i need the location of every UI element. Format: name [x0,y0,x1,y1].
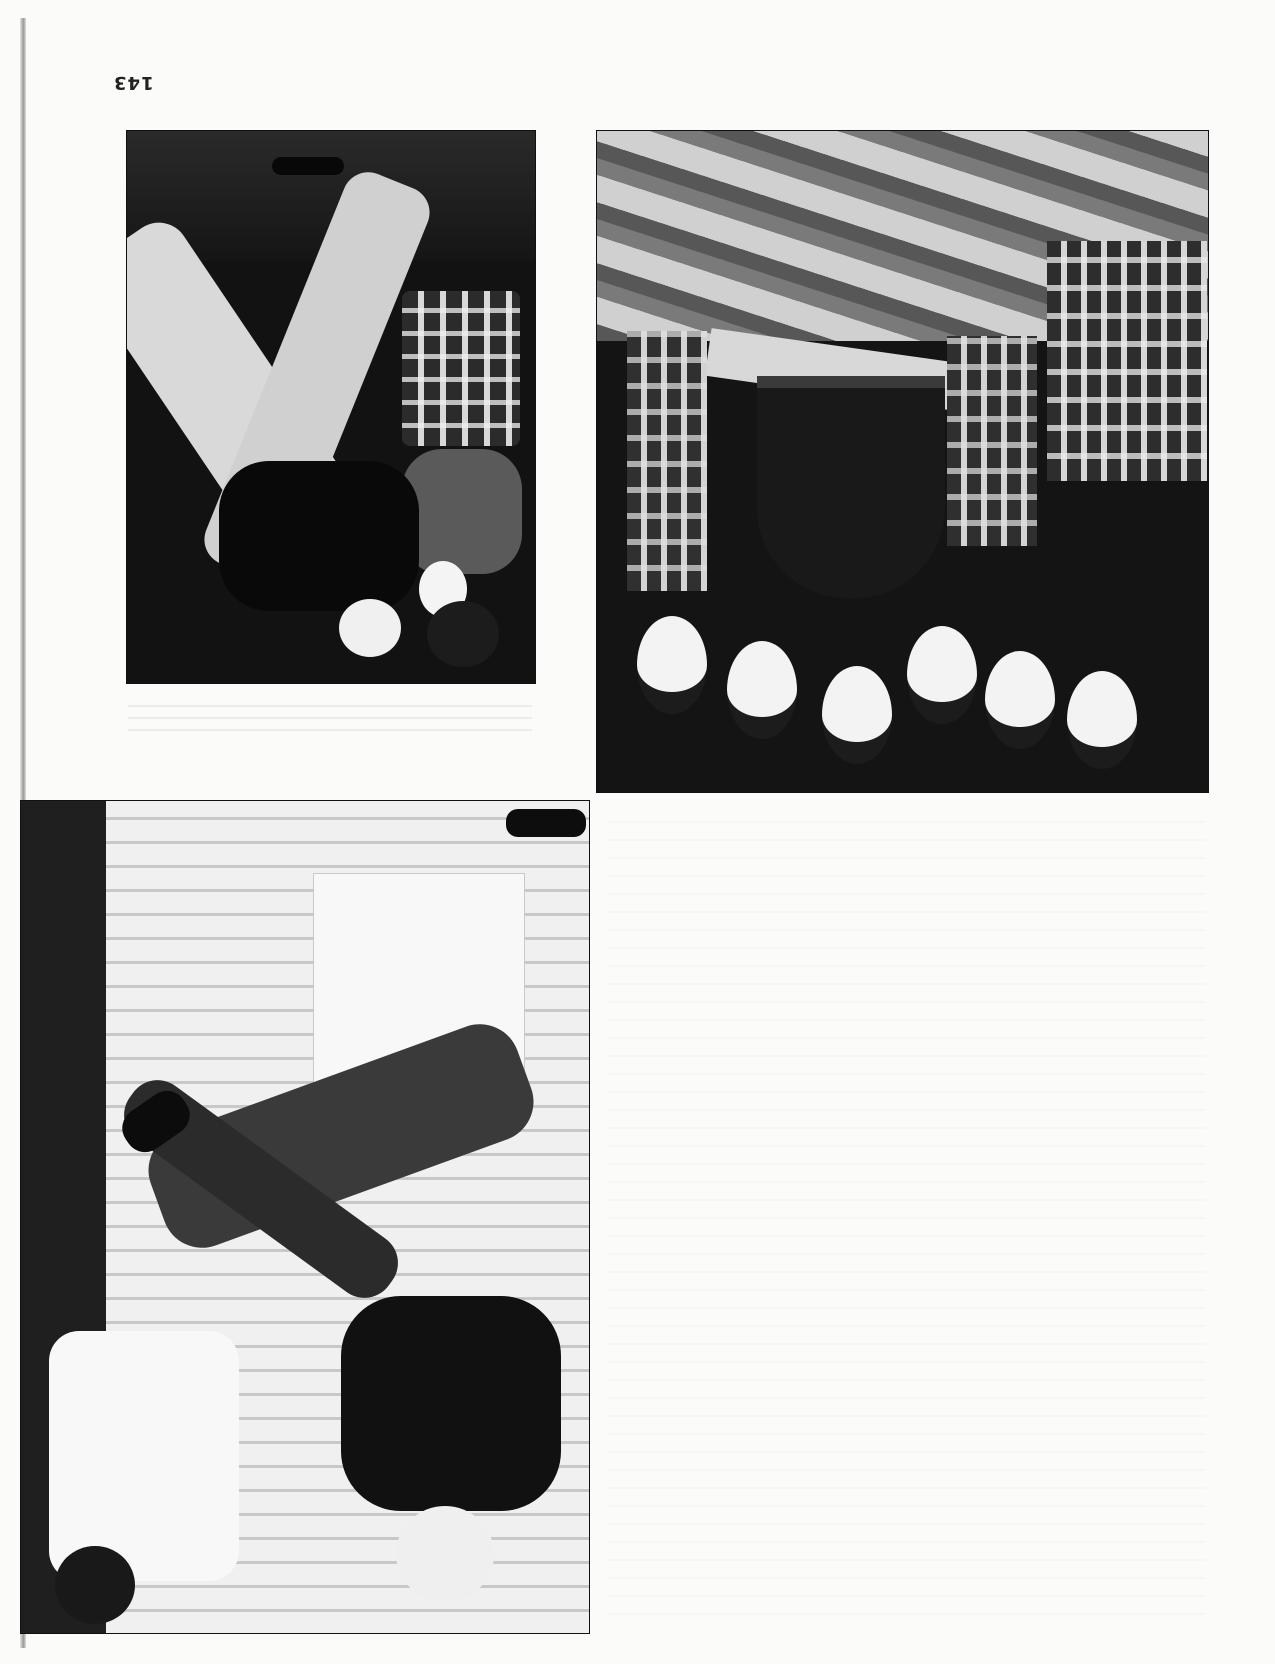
face [339,599,401,657]
blouse [402,449,522,574]
person-head [985,651,1055,749]
couple-by-brick-wall-photo [20,800,590,1634]
cauldron [757,376,945,598]
group-heads [637,586,1137,776]
person-head [822,666,892,764]
dark-hair [55,1546,135,1624]
person-head [637,616,707,714]
plaid-clothing [947,336,1037,546]
white-shirt [49,1331,239,1581]
group-with-cauldron-photo [596,130,1209,793]
face [396,1506,494,1602]
page-number: 143 [113,72,154,93]
shoe [272,157,344,175]
shoe [506,809,586,837]
person-head [907,626,977,724]
faded-text-block [608,805,1206,1625]
person-head [727,641,797,739]
plaid-skirt [402,291,520,446]
faded-caption-lines [128,695,532,733]
dark-jacket [219,461,419,611]
plaid-shirt [1047,241,1207,481]
person-head [1067,671,1137,769]
plaid-clothing [627,331,707,591]
dancing-couple-photo [126,130,536,684]
dark-sweater [341,1296,561,1511]
hair [427,601,499,667]
